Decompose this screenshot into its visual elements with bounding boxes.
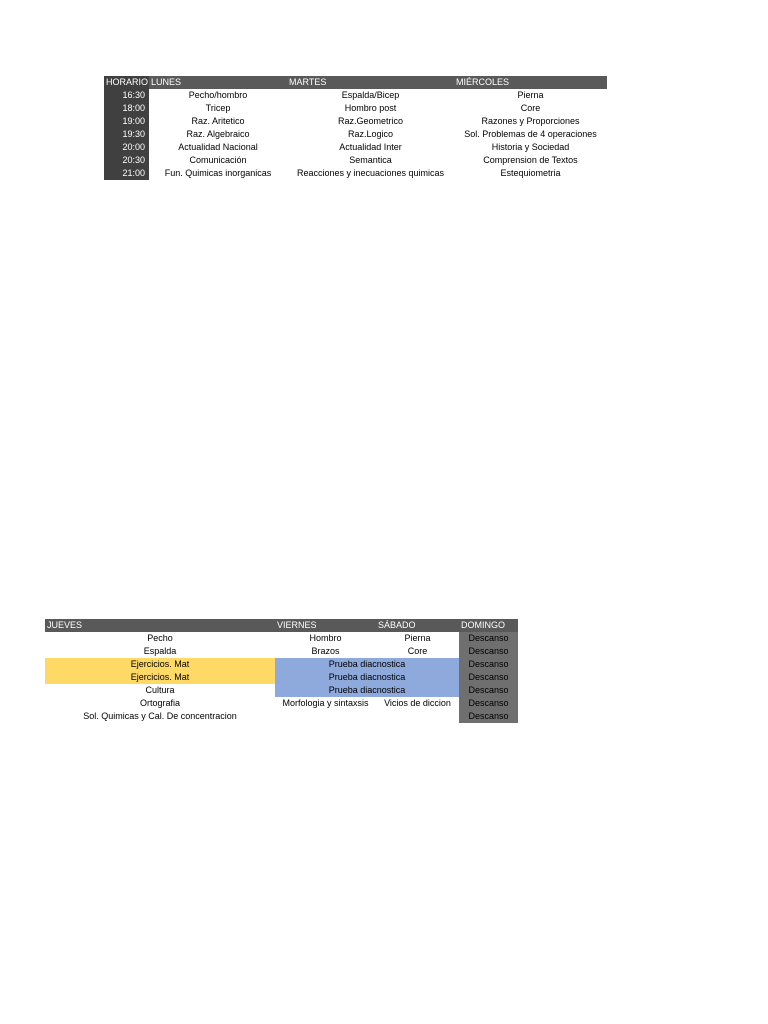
cell-martes[interactable]: Actualidad Inter — [339, 142, 402, 152]
cell-viernes[interactable] — [275, 710, 376, 723]
cell-jueves[interactable]: Espalda — [143, 646, 177, 656]
time-cell[interactable]: 19:30 — [104, 128, 149, 141]
header-viernes[interactable]: VIERNES — [277, 620, 317, 630]
table-row — [45, 632, 518, 645]
table-row — [104, 154, 607, 167]
table-row — [45, 671, 518, 684]
cell-lunes[interactable]: Tricep — [205, 103, 231, 113]
header-martes[interactable]: MARTES — [289, 77, 327, 87]
cell-sabado[interactable]: Core — [407, 646, 428, 656]
time-cell[interactable]: 21:00 — [104, 167, 149, 180]
cell-domingo[interactable]: Descanso — [459, 645, 518, 658]
table-row — [45, 697, 518, 710]
time-cell[interactable]: 20:30 — [104, 154, 149, 167]
cell-jueves[interactable]: Sol. Quimicas y Cal. De concentracion — [83, 711, 237, 721]
cell-viernes[interactable]: Morfologia y sintaxsis — [282, 698, 369, 708]
header-sabado[interactable]: SÁBADO — [378, 620, 416, 630]
cell-martes[interactable]: Raz.Geometrico — [337, 116, 404, 126]
cell-miercoles[interactable]: Core — [520, 103, 541, 113]
time-cell[interactable]: 18:00 — [104, 102, 149, 115]
cell-sabado[interactable] — [376, 710, 459, 723]
time-cell[interactable]: 16:30 — [104, 89, 149, 102]
cell-sabado[interactable]: Vicios de diccion — [384, 698, 451, 708]
cell-jueves[interactable]: Cultura — [145, 685, 175, 695]
cell-viernes-sabado[interactable]: Prueba diacnostica — [275, 684, 459, 697]
cell-martes[interactable]: Espalda/Bicep — [341, 90, 400, 100]
schedule-table-mon-wed — [104, 76, 607, 180]
cell-miercoles[interactable]: Pierna — [517, 90, 544, 100]
table-row — [45, 645, 518, 658]
table-row — [104, 115, 607, 128]
cell-viernes[interactable]: Brazos — [311, 646, 340, 656]
cell-lunes[interactable]: Comunicación — [189, 155, 247, 165]
cell-miercoles[interactable]: Razones y Proporciones — [481, 116, 580, 126]
header-miercoles[interactable]: MIÉRCOLES — [456, 77, 510, 87]
header-lunes[interactable]: LUNES — [151, 77, 182, 87]
cell-lunes[interactable]: Actualidad Nacional — [178, 142, 258, 152]
header-domingo[interactable]: DOMINGO — [461, 620, 505, 630]
table-row — [104, 167, 607, 180]
cell-sabado[interactable]: Pierna — [404, 633, 431, 643]
cell-domingo[interactable]: Descanso — [459, 697, 518, 710]
cell-lunes[interactable]: Raz. Algebraico — [186, 129, 250, 139]
cell-domingo[interactable]: Descanso — [459, 632, 518, 645]
cell-jueves[interactable]: Ortografia — [139, 698, 181, 708]
time-cell[interactable]: 19:00 — [104, 115, 149, 128]
cell-miercoles[interactable]: Estequiometria — [500, 168, 561, 178]
cell-jueves[interactable]: Pecho — [147, 633, 173, 643]
table-row — [45, 684, 518, 697]
cell-domingo[interactable]: Descanso — [459, 658, 518, 671]
schedule-table-thu-sun — [45, 619, 518, 723]
cell-jueves[interactable]: Ejercicios. Mat — [45, 658, 275, 671]
cell-jueves[interactable]: Ejercicios. Mat — [45, 671, 275, 684]
table-row — [104, 141, 607, 154]
cell-martes[interactable]: Semantica — [349, 155, 392, 165]
header-horario[interactable]: HORARIO — [106, 77, 149, 87]
cell-martes[interactable]: Raz.Logico — [347, 129, 394, 139]
table-row — [45, 658, 518, 671]
header-row — [45, 619, 518, 632]
header-row — [104, 76, 607, 89]
table-row — [104, 128, 607, 141]
table-row — [45, 710, 518, 723]
cell-lunes[interactable]: Pecho/hombro — [188, 90, 248, 100]
cell-lunes[interactable]: Raz. Aritetico — [191, 116, 245, 126]
cell-miercoles[interactable]: Historia y Sociedad — [491, 142, 570, 152]
table-row — [104, 89, 607, 102]
cell-lunes[interactable]: Fun. Quimicas inorganicas — [164, 168, 272, 178]
cell-domingo[interactable]: Descanso — [459, 684, 518, 697]
cell-viernes[interactable]: Hombro — [309, 633, 342, 643]
cell-miercoles[interactable]: Comprension de Textos — [483, 155, 578, 165]
cell-viernes-sabado[interactable]: Prueba diacnostica — [275, 658, 459, 671]
cell-martes[interactable]: Hombro post — [344, 103, 397, 113]
cell-domingo[interactable]: Descanso — [459, 710, 518, 723]
cell-viernes-sabado[interactable]: Prueba diacnostica — [275, 671, 459, 684]
cell-martes[interactable]: Reacciones y inecuaciones quimicas — [296, 168, 445, 178]
cell-domingo[interactable]: Descanso — [459, 671, 518, 684]
time-cell[interactable]: 20:00 — [104, 141, 149, 154]
table-row — [104, 102, 607, 115]
header-jueves[interactable]: JUEVES — [47, 620, 83, 630]
cell-miercoles[interactable]: Sol. Problemas de 4 operaciones — [464, 129, 597, 139]
